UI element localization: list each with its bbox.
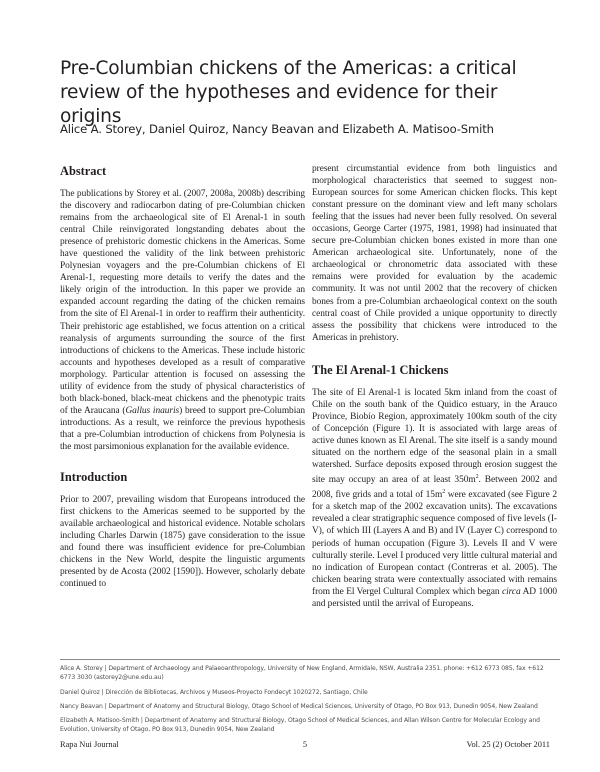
right-column [312, 163, 557, 610]
el-arenal-text-2: . Between 2002 and 2008, five grids and a total of 15m [312, 475, 557, 501]
el-arenal-text-4: AD 1000 and persisted until the arrival of Europeans. [312, 586, 557, 609]
author-affiliations [60, 659, 560, 740]
affiliation-quiroz: Daniel Quiroz | Dirección de Bibliotecas, Archivos y Museos-Proyecto Fondecyt 1020272, Santiago, Chile [60, 688, 368, 696]
issue-info: Vol. 25 (2) October 2011 [466, 740, 550, 749]
affiliation-matisoo-smith: Elizabeth A. Matisoo-Smith | Department of Anatomy and Structural Biology, Otago School of Medical Sciences, and Allan Wilson Centre for Molecular Ecology and Evolution, University of Otago, PO Box 913, Dunedin 9054, New Zealand [60, 717, 540, 734]
page-footer [60, 740, 550, 752]
introduction-paragraph: Prior to 2007, prevailing wisdom that Europeans introduced the first chickens to the Americas seemed to be supported by the available archaeological and historical evidence. Notable scholars including Charles Darwin (1875) gave consideration to the issue and found there was insufficient evidence for pre-Columbian chickens in the New World, despite the linguistic arguments presented by de Acosta (2002 [1590]). However, scholarly debate continued to [60, 495, 305, 590]
el-arenal-paragraph [312, 387, 557, 610]
abstract-text-2: ) breed to support pre-Columbian introductions. As a result, we reinforce the previous hypothesis that a pre-Columbian introduction of chickens from Polynesia is the most parsimonious explanation for the available evidence. [60, 405, 306, 452]
introduction-continued-paragraph: present circumstantial evidence from both linguistics and morphological characteristics that seemed to suggest non-European sources for some American chicken flocks. This kept constant pressure on the dominant view and left many scholars feeling that the issues had never been fully resolved. On several occasions, George Carter (1975, 1981, 1998) had insinuated that secure pre-Columbian chicken bones existed in more than one American archaeological site. Unfortunately, none of the archaeological or chronometric data associated with these remains were provided for evaluation by the academic community. It was not until 2002 that the recovery of chicken bones from a pre-Columbian archaeological context on the south central coast of Chile provided a unique opportunity to directly assess the possibility that chickens were introduced to the Americas in prehistory. [312, 164, 557, 343]
affiliation-storey: Alice A. Storey | Department of Archaeology and Palaeoanthropology, University of New England, Armidale, NSW, Australia 2351. phone: +612 6773 085, fax +612 6773 3030 (astorey2@une.edu.au) [60, 665, 544, 682]
author-list: Alice A. Storey, Daniel Quiroz, Nancy Beavan and Elizabeth A. Matisoo-Smith [60, 122, 494, 136]
abstract-text-1: The publications by Storey et al. (2007, 2008a, 2008b) describing the discovery and radiocarbon dating of pre-Columbian chicken remains from the archaeological site of El Arenal-1 in south central Chile reinvigorated longstanding debates about the presence of prehistoric domestic chickens in the Americas. Some have questioned the validity of the link between prehistoric Polynesian voyagers and the pre-Columbian chickens of El Arenal-1, requesting more details to verify the dates and the likely origin of the introduction. In this paper we provide an expanded account regarding the dating of the chicken remains from the site of El Arenal-1 in order to reaffirm their authenticity. Their prehistoric age established, we focus attention on a critical reanalysis of arguments surrounding the source of the first introductions of chickens to the Americas. These include historic accounts and hypotheses developed as a result of comparative morphology. Particular attention is focused on assessing the utility of evidence from the study of physical characteristics of both black-boned, black-meat chickens and the phenotypic traits of the Araucana ( [60, 189, 305, 416]
journal-name: Rapa Nui Journal [60, 740, 119, 749]
abstract-paragraph [60, 188, 305, 453]
abstract-heading: Abstract [60, 164, 107, 178]
page-number: 5 [302, 740, 308, 749]
el-arenal-heading: The El Arenal-1 Chickens [312, 362, 449, 377]
el-arenal-text-3: were excavated (see Figure 2 for a sketch map of the 2002 excavation units). The excavations revealed a clear stratigraphic sequence composed of five levels (I-V), of which III (Layers A and B) and IV (Layer C) correspond to periods of human occupation (Figure 3). Levels II and V were culturally sterile. Level I produced very little cultural material and no indication of European contact (Contreras et al. 2005). The chicken bearing strata were contextually associated with remains from the El Vergel Cultural Complex which began [312, 490, 557, 597]
superscript-2: 2 [475, 474, 479, 481]
superscript-2: 2 [442, 489, 446, 496]
introduction-heading: Introduction [60, 470, 128, 485]
el-arenal-text-1: The site of El Arenal-1 is located 5km inland from the coast of Chile on the south bank of the Quidico estuary, in the Arauco Province, Biobío Region, approximately 100km south of the city of Concepción (Figure 1). It is associated with large areas of active dunes known as El Arenal. The site itself is a sandy mound situated on the northern edge of the seasonal plain in a small watershed. Surface deposits exposed through erosion suggest the site may occupy an area of at least 350m [312, 387, 557, 486]
abstract-species-name: Gallus inauris [125, 405, 180, 416]
article-title: Pre-Columbian chickens of the Americas: a critical review of the hypotheses and evidence for their origins [60, 58, 517, 127]
circa-italic: circa [501, 586, 521, 597]
affiliation-beavan: Nancy Beavan | Department of Anatomy and Structural Biology, Otago School of Medical Sciences, University of Otago, PO Box 913, Dunedin 9054, New Zealand [60, 702, 538, 710]
left-column [60, 163, 305, 590]
